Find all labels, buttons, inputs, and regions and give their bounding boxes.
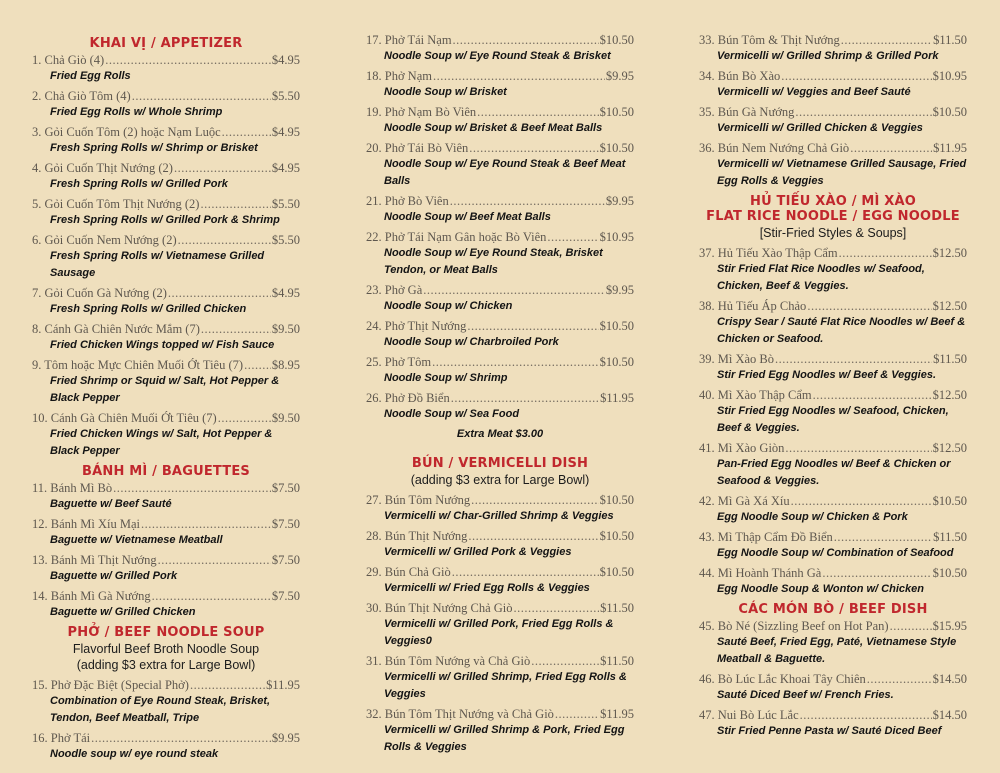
- item-description: Vermicelli w/ Vietnamese Grilled Sausage, Fried Egg Rolls & Veggies: [717, 158, 967, 187]
- item-description: Vermicelli w/ Veggies and Beef Sauté: [717, 86, 911, 98]
- section-bun-continued: [699, 32, 967, 190]
- item-description: Baguette w/ Grilled Chicken: [50, 606, 196, 618]
- menu-item: [32, 321, 300, 354]
- item-price: $9.50: [271, 322, 300, 336]
- section-subtitle: Flavorful Beef Broth Noodle Soup: [72, 642, 260, 656]
- section-title: KHAI VỊ / APPETIZER: [89, 36, 243, 51]
- item-price: $11.50: [933, 530, 967, 544]
- item-name: 12. Bánh Mì Xíu Mại: [32, 517, 140, 531]
- leader-dots: [547, 229, 598, 245]
- menu-item: [32, 677, 300, 727]
- item-price: $11.50: [933, 33, 967, 47]
- item-description: Vermicelli w/ Char-Grilled Shrimp & Veggies: [384, 510, 614, 522]
- item-price: $12.50: [932, 441, 967, 455]
- menu-item: [32, 730, 300, 763]
- item-description: Noodle Soup w/ Beef Meat Balls: [384, 211, 551, 223]
- item-price: $10.50: [599, 319, 634, 333]
- menu-item: [699, 493, 967, 526]
- item-description: Vermicelli w/ Grilled Chicken & Veggies: [717, 122, 923, 134]
- leader-dots: [141, 516, 271, 532]
- item-description: Noodle soup w/ eye round steak: [50, 748, 219, 760]
- menu-item: [366, 32, 634, 65]
- leader-dots: [841, 32, 932, 48]
- item-price: $10.50: [932, 105, 967, 119]
- item-description: Noodle Soup w/ Chicken: [384, 300, 513, 312]
- menu-item: [699, 245, 967, 295]
- section-title: PHỞ / BEEF NOODLE SOUP: [67, 625, 265, 640]
- item-price: $7.50: [271, 481, 300, 495]
- item-price: $10.50: [599, 493, 634, 507]
- leader-dots: [174, 160, 271, 176]
- leader-dots: [477, 104, 598, 120]
- leader-dots: [218, 410, 271, 426]
- item-price: $10.95: [599, 230, 634, 244]
- leader-dots: [822, 565, 931, 581]
- item-name: 26. Phở Đồ Biển: [366, 391, 450, 405]
- item-name: 16. Phở Tái: [32, 731, 91, 745]
- item-description: Combination of Eye Round Steak, Brisket, Tendon, Beef Meatball, Tripe: [50, 695, 271, 724]
- item-description: Fried Chicken Wings topped w/ Fish Sauce: [50, 339, 275, 351]
- leader-dots: [433, 68, 605, 84]
- item-price: $9.50: [271, 411, 300, 425]
- leader-dots: [471, 492, 598, 508]
- item-price: $7.50: [271, 589, 300, 603]
- item-price: $4.95: [271, 161, 300, 175]
- item-price: $10.95: [932, 69, 967, 83]
- item-price: $4.95: [271, 53, 300, 67]
- item-price: $11.95: [933, 141, 967, 155]
- menu-column-3: [699, 32, 967, 743]
- item-description: Fried Egg Rolls w/ Whole Shrimp: [50, 106, 223, 118]
- item-description: Pan-Fried Egg Noodles w/ Beef & Chicken or Seafood & Veggies.: [717, 458, 951, 487]
- item-name: 36. Bún Nem Nướng Chả Giò: [699, 141, 850, 155]
- item-price: $10.50: [599, 355, 634, 369]
- menu-item: [699, 32, 967, 65]
- menu-item: [699, 351, 967, 384]
- section-beef-dish: [699, 602, 967, 740]
- leader-dots: [839, 245, 932, 261]
- menu-item: [32, 52, 300, 85]
- item-description: Vermicelli w/ Grilled Shrimp, Fried Egg Rolls & Veggies: [384, 671, 627, 700]
- item-name: 8. Cánh Gà Chiên Nước Mắm (7): [32, 322, 200, 336]
- item-price: $10.50: [599, 33, 634, 47]
- item-name: 35. Bún Gà Nướng: [699, 105, 795, 119]
- item-price: $9.95: [605, 194, 634, 208]
- item-description: Fried Chicken Wings w/ Salt, Hot Pepper & Black Pepper: [50, 428, 273, 457]
- leader-dots: [867, 671, 932, 687]
- item-name: 20. Phở Tái Bò Viên: [366, 141, 469, 155]
- item-price: $12.50: [932, 246, 967, 260]
- item-price: $11.50: [600, 601, 634, 615]
- item-name: 44. Mì Hoành Thánh Gà: [699, 566, 822, 580]
- item-description: Baguette w/ Beef Sauté: [50, 498, 172, 510]
- item-description: Sauté Beef, Fried Egg, Paté, Vietnamese Style Meatball & Baguette.: [717, 636, 957, 665]
- item-name: 7. Gỏi Cuốn Gà Nướng (2): [32, 286, 167, 300]
- item-description: Fried Egg Rolls: [50, 70, 131, 82]
- leader-dots: [791, 493, 932, 509]
- menu-column-2: [366, 32, 634, 759]
- item-price: $10.50: [599, 141, 634, 155]
- item-price: $5.50: [271, 197, 300, 211]
- item-description: Egg Noodle Soup w/ Chicken & Pork: [717, 511, 908, 523]
- menu-item: [366, 390, 634, 423]
- item-description: Vermicelli w/ Fried Egg Rolls & Veggies: [384, 582, 590, 594]
- item-price: $11.95: [600, 707, 634, 721]
- item-price: $14.50: [932, 672, 967, 686]
- item-price: $5.50: [271, 233, 300, 247]
- leader-dots: [91, 730, 271, 746]
- leader-dots: [469, 140, 598, 156]
- menu-item: [366, 193, 634, 226]
- item-name: 46. Bò Lúc Lắc Khoai Tây Chiên: [699, 672, 866, 686]
- item-description: Stir Fried Penne Pasta w/ Sauté Diced Beef: [717, 725, 942, 737]
- section-bun: [366, 456, 634, 756]
- section-stir-fried-noodles: [699, 194, 967, 598]
- leader-dots: [452, 564, 599, 580]
- menu-item: [366, 706, 634, 756]
- menu-item: [699, 387, 967, 437]
- item-name: 32. Bún Tôm Thịt Nướng và Chả Giò: [366, 707, 554, 721]
- menu-item: [366, 318, 634, 351]
- item-name: 5. Gỏi Cuốn Tôm Thịt Nướng (2): [32, 197, 200, 211]
- menu-item: [32, 357, 300, 407]
- item-name: 11. Bánh Mì Bò: [32, 481, 113, 495]
- item-description: Vermicelli w/ Grilled Pork & Veggies: [384, 546, 572, 558]
- item-description: Baguette w/ Grilled Pork: [50, 570, 178, 582]
- item-price: $8.95: [271, 358, 300, 372]
- item-price: $9.95: [271, 731, 300, 745]
- leader-dots: [152, 588, 271, 604]
- leader-dots: [113, 480, 271, 496]
- item-price: $12.50: [932, 299, 967, 313]
- leader-dots: [813, 387, 932, 403]
- item-description: Vermicelli w/ Grilled Shrimp & Pork, Fried Egg Rolls & Veggies: [384, 724, 625, 753]
- menu-item: [699, 298, 967, 348]
- menu-item: [699, 618, 967, 668]
- menu-item: [366, 564, 634, 597]
- menu-item: [366, 528, 634, 561]
- item-name: 24. Phở Thịt Nướng: [366, 319, 467, 333]
- item-description: Vermicelli w/ Grilled Pork, Fried Egg Rolls & Veggies0: [384, 618, 614, 647]
- item-name: 10. Cánh Gà Chiên Muối Ớt Tiêu (7): [32, 411, 217, 425]
- menu-item: [32, 552, 300, 585]
- menu-column-1: [32, 32, 300, 766]
- menu-item: [699, 707, 967, 740]
- menu-item: [32, 410, 300, 460]
- item-price: $11.95: [600, 391, 634, 405]
- menu-item: [32, 480, 300, 513]
- item-name: 45. Bò Né (Sizzling Beef on Hot Pan): [699, 619, 889, 633]
- leader-dots: [168, 285, 271, 301]
- menu-item: [366, 229, 634, 279]
- menu-item: [32, 588, 300, 621]
- item-name: 37. Hủ Tiếu Xào Thập Cẩm: [699, 246, 838, 260]
- leader-dots: [105, 52, 271, 68]
- section-subtitle: [Stir-Fried Styles & Soups]: [759, 226, 907, 240]
- item-name: 15. Phở Đặc Biệt (Special Phở): [32, 678, 189, 692]
- item-name: 4. Gỏi Cuốn Thịt Nướng (2): [32, 161, 173, 175]
- section-subtitle: (adding $3 extra for Large Bowl): [410, 473, 590, 487]
- item-name: 6. Gỏi Cuốn Nem Nướng (2): [32, 233, 177, 247]
- item-description: Baguette w/ Vietnamese Meatball: [50, 534, 223, 546]
- section-banh-mi: [32, 464, 300, 621]
- item-name: 28. Bún Thịt Nướng: [366, 529, 468, 543]
- item-name: 19. Phở Nạm Bò Viên: [366, 105, 477, 119]
- leader-dots: [132, 88, 271, 104]
- item-name: 13. Bánh Mì Thịt Nướng: [32, 553, 157, 567]
- item-price: $9.95: [605, 283, 634, 297]
- item-description: Vermicelli w/ Grilled Shrimp & Grilled Pork: [717, 50, 939, 62]
- item-description: Fresh Spring Rolls w/ Grilled Pork & Shrimp: [50, 214, 280, 226]
- section-title: BÚN / VERMICELLI DISH: [411, 456, 589, 471]
- leader-dots: [467, 318, 598, 334]
- item-name: 40. Mì Xào Thập Cẩm: [699, 388, 812, 402]
- menu-item: [32, 196, 300, 229]
- leader-dots: [775, 351, 932, 367]
- item-description: Egg Noodle Soup w/ Combination of Seafood: [717, 547, 954, 559]
- item-description: Fried Shrimp or Squid w/ Salt, Hot Pepper & Black Pepper: [50, 375, 280, 404]
- item-description: Noodle Soup w/ Shrimp: [384, 372, 508, 384]
- leader-dots: [190, 677, 265, 693]
- item-name: 25. Phở Tôm: [366, 355, 432, 369]
- item-description: Fresh Spring Rolls w/ Grilled Pork: [50, 178, 228, 190]
- item-description: Fresh Spring Rolls w/ Vietnamese Grilled Sausage: [50, 250, 265, 279]
- menu-item: [366, 653, 634, 703]
- item-description: Crispy Sear / Sauté Flat Rice Noodles w/ Beef & Chicken or Seafood.: [717, 316, 966, 345]
- menu-item: [699, 529, 967, 562]
- leader-dots: [432, 354, 599, 370]
- item-price: $11.50: [600, 654, 634, 668]
- menu-item: [699, 565, 967, 598]
- item-description: Noodle Soup w/ Eye Round Steak, Brisket Tendon, or Meat Balls: [384, 247, 603, 276]
- item-name: 29. Bún Chả Giò: [366, 565, 451, 579]
- menu-item: [699, 440, 967, 490]
- item-description: Noodle Soup w/ Charbroiled Pork: [384, 336, 559, 348]
- menu-item: [32, 124, 300, 157]
- item-name: 27. Bún Tôm Nướng: [366, 493, 471, 507]
- section-subtitle-large-bowl: (adding $3 extra for Large Bowl): [76, 658, 256, 672]
- leader-dots: [453, 32, 599, 48]
- leader-dots: [800, 707, 932, 723]
- item-price: $15.95: [932, 619, 967, 633]
- leader-dots: [514, 600, 600, 616]
- leader-dots: [423, 282, 605, 298]
- extra-meat-note: Extra Meat $3.00: [456, 428, 544, 440]
- item-name: 30. Bún Thịt Nướng Chả Giò: [366, 601, 513, 615]
- menu-item: [366, 600, 634, 650]
- item-name: 3. Gỏi Cuốn Tôm (2) hoặc Nạm Luộc: [32, 125, 221, 139]
- item-description: Stir Fried Flat Rice Noodles w/ Seafood, Chicken, Beef & Veggies.: [717, 263, 925, 292]
- item-name: 47. Nui Bò Lúc Lắc: [699, 708, 799, 722]
- item-description: Sauté Diced Beef w/ French Fries.: [717, 689, 894, 701]
- section-appetizer: [32, 36, 300, 460]
- item-description: Fresh Spring Rolls w/ Shrimp or Brisket: [50, 142, 258, 154]
- menu-item: [366, 354, 634, 387]
- leader-dots: [200, 196, 270, 212]
- item-price: $11.50: [933, 352, 967, 366]
- item-price: $4.95: [271, 286, 300, 300]
- menu-item: [32, 285, 300, 318]
- item-name: 39. Mì Xào Bò: [699, 352, 774, 366]
- section-title: CÁC MÓN BÒ / BEEF DISH: [738, 602, 928, 617]
- leader-dots: [850, 140, 932, 156]
- item-name: 18. Phở Nạm: [366, 69, 432, 83]
- leader-dots: [890, 618, 932, 634]
- leader-dots: [795, 104, 931, 120]
- item-price: $10.50: [599, 565, 634, 579]
- menu-item: [699, 104, 967, 137]
- item-name: 2. Chả Giò Tôm (4): [32, 89, 131, 103]
- item-description: Noodle Soup w/ Brisket: [384, 86, 507, 98]
- leader-dots: [834, 529, 932, 545]
- leader-dots: [222, 124, 271, 140]
- leader-dots: [244, 357, 271, 373]
- item-name: 41. Mì Xào Giòn: [699, 441, 785, 455]
- item-name: 17. Phở Tái Nạm: [366, 33, 452, 47]
- section-pho: [32, 625, 300, 763]
- menu-item: [32, 232, 300, 282]
- menu-item: [32, 160, 300, 193]
- item-name: 22. Phở Tái Nạm Gân hoặc Bò Viên: [366, 230, 547, 244]
- item-name: 43. Mì Thập Cẩm Đồ Biển: [699, 530, 833, 544]
- item-name: 1. Chả Giò (4): [32, 53, 105, 67]
- menu-item: [32, 516, 300, 549]
- item-name: 33. Bún Tôm & Thịt Nướng: [699, 33, 840, 47]
- section-title-english: FLAT RICE NOODLE / EGG NOODLE: [706, 209, 960, 224]
- menu-item: [366, 282, 634, 315]
- item-price: $10.50: [932, 566, 967, 580]
- item-description: Fresh Spring Rolls w/ Grilled Chicken: [50, 303, 247, 315]
- item-name: 34. Bún Bò Xào: [699, 69, 781, 83]
- item-price: $10.50: [599, 105, 634, 119]
- item-description: Noodle Soup w/ Eye Round Steak & Beef Meat Balls: [384, 158, 626, 187]
- menu-item: [699, 671, 967, 704]
- item-price: $5.50: [271, 89, 300, 103]
- item-description: Stir Fried Egg Noodles w/ Beef & Veggies.: [717, 369, 937, 381]
- leader-dots: [451, 390, 599, 406]
- section-pho-continued: [366, 32, 634, 442]
- item-price: $9.95: [605, 69, 634, 83]
- leader-dots: [201, 321, 271, 337]
- item-description: Noodle Soup w/ Sea Food: [384, 408, 520, 420]
- leader-dots: [807, 298, 931, 314]
- item-name: 38. Hủ Tiếu Áp Chảo: [699, 299, 807, 313]
- item-name: 21. Phở Bò Viên: [366, 194, 449, 208]
- item-price: $4.95: [271, 125, 300, 139]
- leader-dots: [781, 68, 931, 84]
- item-price: $7.50: [271, 517, 300, 531]
- menu-item: [366, 140, 634, 190]
- section-title: BÁNH MÌ / BAGUETTES: [82, 464, 250, 479]
- menu-item: [699, 140, 967, 190]
- item-name: 42. Mì Gà Xá Xíu: [699, 494, 790, 508]
- item-description: Stir Fried Egg Noodles w/ Seafood, Chicken, Beef & Veggies.: [717, 405, 949, 434]
- item-name: 31. Bún Tôm Nướng và Chả Giò: [366, 654, 531, 668]
- leader-dots: [555, 706, 599, 722]
- item-description: Egg Noodle Soup & Wonton w/ Chicken: [717, 583, 924, 595]
- item-name: 14. Bánh Mì Gà Nướng: [32, 589, 151, 603]
- item-name: 9. Tôm hoặc Mực Chiên Muối Ớt Tiêu (7): [32, 358, 244, 372]
- menu-item: [366, 492, 634, 525]
- item-price: $14.50: [932, 708, 967, 722]
- leader-dots: [531, 653, 599, 669]
- item-price: $10.50: [599, 529, 634, 543]
- menu-item: [699, 68, 967, 101]
- item-price: $12.50: [932, 388, 967, 402]
- section-title: HỦ TIẾU XÀO / MÌ XÀO: [750, 194, 916, 209]
- leader-dots: [178, 232, 271, 248]
- leader-dots: [158, 552, 271, 568]
- leader-dots: [450, 193, 605, 209]
- menu-item: [366, 68, 634, 101]
- menu-item: [32, 88, 300, 121]
- item-price: $11.95: [266, 678, 300, 692]
- leader-dots: [468, 528, 598, 544]
- item-description: Noodle Soup w/ Brisket & Beef Meat Balls: [384, 122, 603, 134]
- leader-dots: [785, 440, 931, 456]
- item-description: Noodle Soup w/ Eye Round Steak & Brisket: [384, 50, 611, 62]
- item-price: $10.50: [932, 494, 967, 508]
- menu-item: [366, 104, 634, 137]
- item-name: 23. Phở Gà: [366, 283, 423, 297]
- item-price: $7.50: [271, 553, 300, 567]
